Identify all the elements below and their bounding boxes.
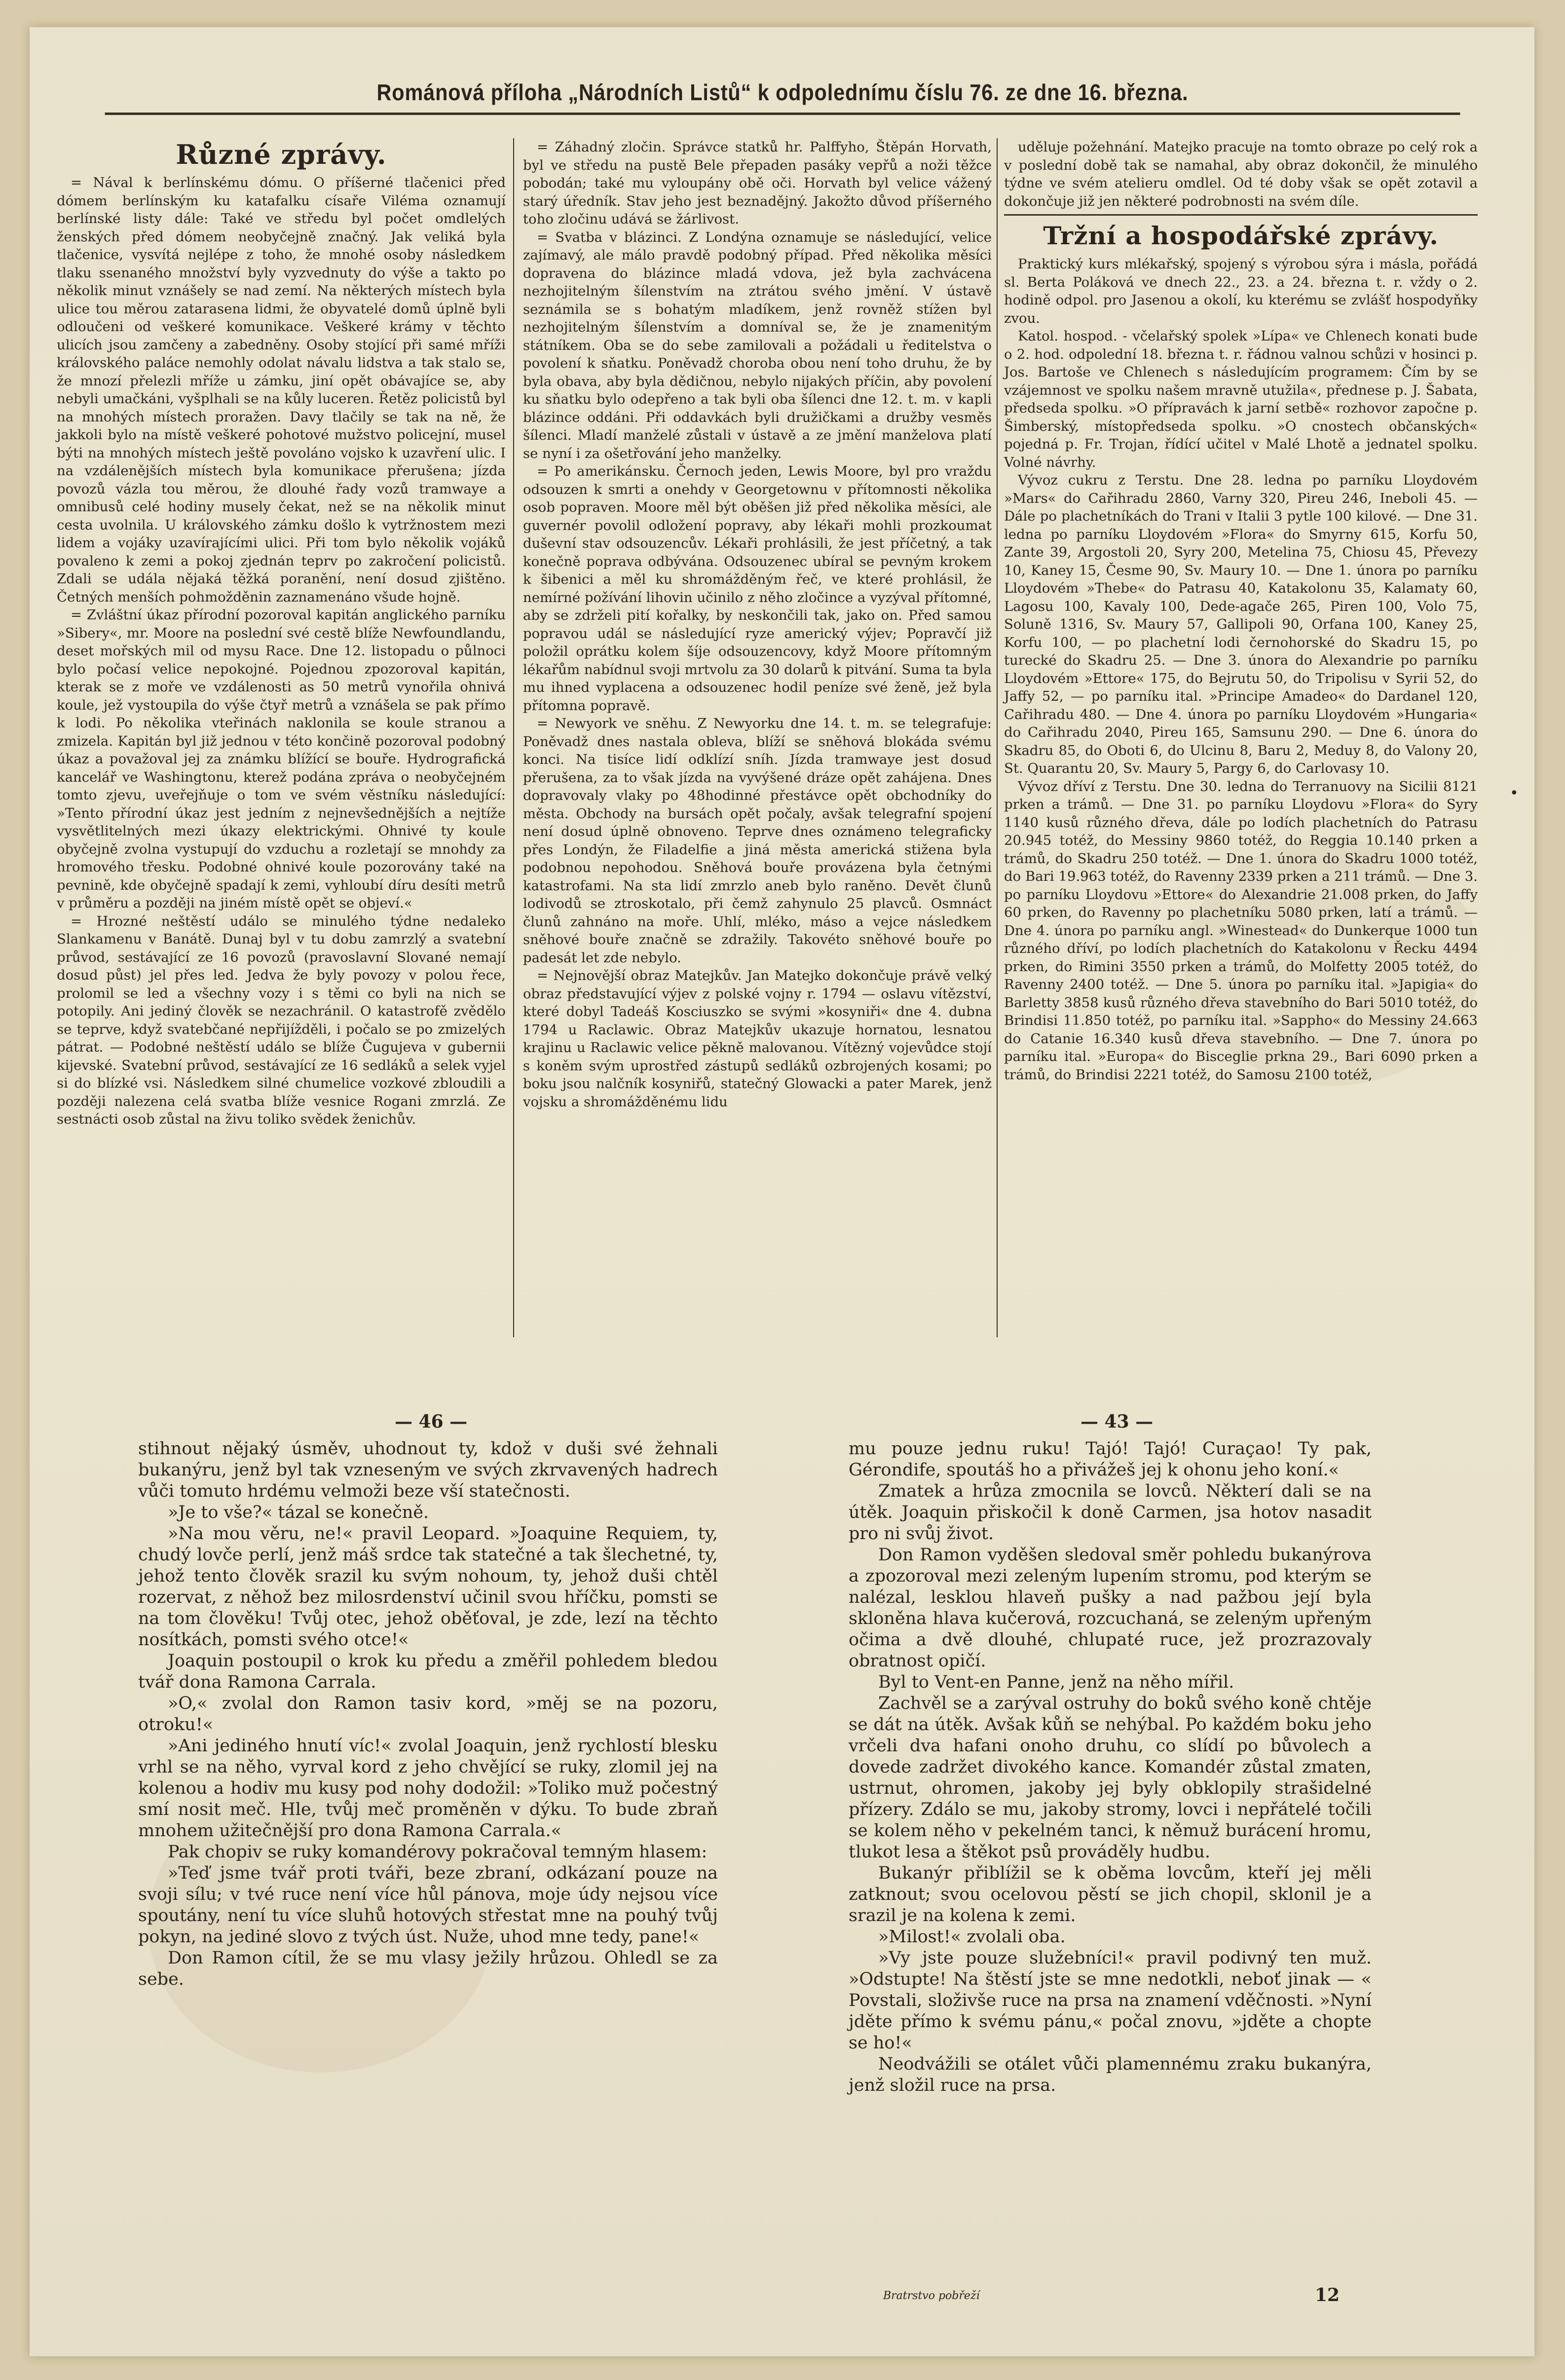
article: = Záhadný zločin. Správce statků hr. Palffyho, Štěpán Horvath, byl ve středu na pustě Bele přepaden pasáky vepřů a noži těžce pobodán; také mu vyloupány obě oči. Horvath byl velice vážený starý úředník. Stav jeho jest beznadějný. Jakožto důvod příšerného toho zločinu udává se žárlivost. (523, 139, 992, 227)
page-number-left: — 46 — (395, 1411, 468, 1432)
novel-page-right (849, 1438, 1372, 2096)
paragraph: Don Ramon vyděšen sledoval směr pohledu bukanýrova a zpozoroval mezi zeleným lupením stromu, pod kterým se nalézal, lesklou hlaveň pušky a nad pažbou její byla skloněna hlava kučerová, rozcuchaná, se zeleným upřeným očima a dvě dlouhé, chlupaté ruce, jež prozrazovaly obratnost opičí. (849, 1545, 1372, 1671)
column-rule (513, 138, 514, 1337)
article: = Newyork ve sněhu. Z Newyorku dne 14. t. m. se telegrafuje: Poněvadž dnes nastala obleva, blíží se sněhová blokáda svému konci. Na tisíce lidí odklízí sníh. Jízda tramwaye jest dosud přerušena, za to však jízda na vyvýšené dráze opět zahájena. Dnes dopravovaly vlaky po 48hodinné přestávce opět obchodníky do města. Obchody na bursách opět počaly, avšak telegrafní spojení není dosud úplně obnoveno. Teprve dnes oznámeno telegraficky přes Londýn, že Filadelfie a jiná města americká stižena byla podobnou nepohodou. Sněhová bouře provázena byla četnými katastrofami. Na sta lidí zmrzlo aneb bylo raněno. Devět člunů lodivodů se ztroskotalo, při čemž zahynulo 25 plavců. Osmnáct člunů zahnáno na moře. Uhlí, mléko, máso a vejce následkem sněhové bouře značně se zdražily. Takovéto sněhové bouře po padesát let zde nebylo. (523, 716, 992, 966)
paragraph: »Je to vše?« tázal se konečně. (168, 1503, 429, 1522)
paragraph: Zachvěl se a zarýval ostruhy do boků svého koně chtěje se dát na útěk. Avšak kůň se nehýbal. Po každém boku jeho vrčeli dva hafani onoho druhu, co slídí po bůvolech a dovede zadržet divokého kance. Komandér zůstal zmaten, ustrnut, ohromen, jakoby jej byly obklopily strašidelné přízery. Zdálo se mu, jakoby stromy, lovci i nepřátelé točili se kolem něho v pekelném tanci, k němuž burácení hromu, tlukot lesa a štěkot psů prováděly hudbu. (849, 1694, 1372, 1862)
article: = Nával k berlínskému dómu. O příšerné tlačenici před dómem berlínským ku katafalku císaře Viléma oznamují berlínské listy dále: Také ve středu byl počet omdlelých ženských před dómem neobyčejně značný. Jak veliká byla tlačenice, vysvítá nejlépe z toho, že mnohé osoby následkem tlaku ssenaného množství byly vyzvednuty do výše a takto po několik minut vznášely se nad zemí. Na některých místech byla ulice tou měrou zatarasena lidmi, že obyvatelé domů úplně byli odloučeni od veškeré komunikace. Veškeré krámy v těchto ulicích jsou zamčeny a zabedněny. Osoby stojící při samé mříži královského paláce nemohly odolat návalu lidstva a tak stalo se, že mnozí přelezli mříže u zámku, jiní opět obávajíce se, aby nebyli umačkáni, vyšplhali se na kůly luceren. Řetěz policistů byl na mnohých místech proražen. Davy tlačily se tak na ně, že jakkoli bylo na místě veškeré pohotové mužstvo policejní, musel býti na mnohých místech ještě povoláno vojsko k uzavření ulic. I na vzdálenějších místech byla komunikace přerušena; jízda povozů vázla tou měrou, že dlouhé řady vozů tramwaye a omnibusů celé hodiny musely čekat, než se na několik minut cesta uvolnila. U královského zámku došlo k vytržnostem mezi lidem a vojáky uzavírajícími ulici. Při tom bylo několik vojáků povaleno k zemi a pokoj zjednán teprv po zakročení policistů. Zdali se udála nějaká těžká poranění, není dosud zjištěno. Četných menších pohmožděnin zaznamenáno všude hojně. (57, 175, 506, 605)
paragraph: mu pouze jednu ruku! Tajó! Tajó! Curaçao! Ty pak, Gérondife, spoutáš ho a přivážeš jej k ohonu jeho koní.« (849, 1439, 1372, 1480)
paragraph: »Milost!« zvolali oba. (878, 1927, 1066, 1947)
paragraph: Neodvážili se otálet vůči plamennému zraku bukanýra, jenž složil ruce na prsa. (849, 2054, 1372, 2095)
paragraph: »Ani jediného hnutí víc!« zvolal Joaquin, jenž rychlostí blesku vrhl se na něho, vyrval kord z jeho chvějící se ruky, zlomil jej na kolenou a hodiv mu kusy pod nohy dodožil: »Toliko muž počestný smí nosit meč. Hle, tvůj meč proměněn v dýku. To bude zbraň mnohem užitečnější pro dona Ramona Carrala.« (138, 1736, 718, 1841)
article: Katol. hospod. - včelařský spolek »Lípa« ve Chlenech konati bude o 2. hod. odpolední 18. března t. r. řádnou valnou schůzi v hosinci p. Jos. Bartoše ve Chlenech s následujícím programem: Čím by se vzájemnost ve spolku našem mravně utužila«, přednese p. J. Šabata, předseda spolku. »O přípravách k jarní setbě« rozhovor započne p. Šimberský, místopředseda spolku. »O cnostech občanských« pojedná p. Fr. Trojan, řídící učitel v Malé Lhotě a jednatel spolku. Volné návrhy. (1004, 328, 1478, 470)
signature-mark: Bratrstvo pobřeží (883, 2290, 980, 2302)
page-header: Románová příloha „Národních Listů“ k odpolednímu číslu 76. ze dne 16. března. (105, 79, 1460, 115)
article-continuation: uděluje požehnání. Matejko pracuje na tomto obraze po celý rok a v poslední době tak se namahal, aby obraz dokončil, že minulého týdne ve svém atelieru omdlel. Od té doby však se opět zotavil a dokončuje již jen některé podrobnosti na svém díle. (1004, 139, 1478, 209)
article: = Nejnovější obraz Matejkův. Jan Matejko dokončuje právě velký obraz představující výjev z polské vojny r. 1794 — oslavu vítězství, které dobyl Tadeáš Kosciuszko se svými »kosyniři« dne 4. dubna 1794 u Raclawic. Obraz Matejkův ukazuje hornatou, lesnatou krajinu u Raclawic velice pěkně malovanou. Vítězný vojevůdce stojí s koněm svým uprostřed zástupů sedláků ozbrojených kosami; po boku jsou nalčník kosyniřů, statečný Glowacki a pater Marek, jenž vojsku a shromážděnému lidu (523, 968, 992, 1110)
page-number-right: — 43 — (1081, 1411, 1154, 1432)
section-title: Tržní a hospodářské zprávy. (1004, 214, 1478, 252)
column-3 (1004, 138, 1478, 1084)
section-title: Různé zprávy. (176, 139, 387, 170)
paragraph: Bukanýr přiblížil se k oběma lovcům, kteří jej měli zatknout; svou ocelovou pěstí se jich chopil, sklonil je a srazil je na kolena k zemi. (849, 1863, 1372, 1926)
column-2 (523, 138, 992, 1111)
article: Vývoz cukru z Terstu. Dne 28. ledna po parníku Lloydovém »Mars« do Cařihradu 2860, Varny 320, Pireu 246, Ineboli 45. — Dále po plachetníkách do Trani v Italii 3 pytle 100 kilové. — Dne 31. ledna po parníku Lloydovém »Flora« do Smyrny 615, Korfu 50, Zante 39, Argostoli 20, Syry 200, Metelina 75, Chiosu 45, Převezy 10, Kaney 15, Česme 90, Sv. Maury 10. — Dne 1. února po parníku Lloydovém »Thebe« do Patrasu 40, Katakolonu 35, Kalamaty 60, Lagosu 100, Kavaly 100, Dede-agače 265, Piren 100, Volo 75, Soluně 1316, Sv. Maury 57, Gallipoli 90, Orfana 100, Kaney 25, Korfu 100, — po plachetní lodi černohorské do Skadru 15, po turecké do Skadru 25. — Dne 3. února do Alexandrie po parníku Lloydovém »Ettore« 175, do Bejrutu 50, do Tripolisu v Syrii 52, do Jaffy 52, — po parníku ital. »Principe Amadeo« do Dardanel 120, Cařihradu 480. — Dne 4. února po parníku Lloydovém »Hungaria« do Cařihradu 2040, Pireu 165, Samsunu 290. — Dne 6. února do Skadru 85, do Oboti 6, do Ulcinu 8, Baru 2, Meduy 8, do Valony 20, St. Quarantu 20, Sv. Maury 5, Pargy 6, do Carlovasy 10. (1004, 472, 1478, 776)
article: = Po amerikánsku. Černoch jeden, Lewis Moore, byl pro vraždu odsouzen k smrti a onehdy v Georgetownu v přítomnosti několika osob popraven. Moore měl být oběšen již před několika měsíci, ale guvernér povolil odložení popravy, aby lékaři mohli prozkoumat duševní stav odsouzencův. Lékaři prohlásili, že jest příčetný, a tak konečně poprava odbývána. Odsouzenec ubíral se pevným krokem k šibenici a měl ku shromážděným řeč, ve které prohlásil, že nemírné požívání lihovin učinilo z něho zločince a vyzýval přítomné, aby se zdrželi pití kořalky, by neskončili tak, jako on. Před samou popravou udál se následující ryze americký výjev; Popravčí již položil oprátku kolem šíje odsouzencovy, když Moore přítomným lékařům nabídnul svoji mrtvolu za 30 dolarů k pitvání. Suma ta byla mu ihned vyplacena a odsouzenec hodil peníze své ženě, jež byla přítomna popravě. (523, 463, 992, 714)
article: = Zvláštní úkaz přírodní pozoroval kapitán anglického parníku »Sibery«, mr. Moore na poslední své cestě blíže Newfoundlandu, deset mořských mil od mysu Race. Dne 12. listopadu o půlnoci bylo počasí velice nepokojné. Pojednou zpozoroval kapitán, kterak se z moře ve vzdálenosti as 50 metrů vynořila ohnivá koule, jež vystoupila do výše čtyř metrů a vznášela se pak přímo k lodi. Po několika vteřinách naklonila se koule stranou a zmizela. Kapitán byl již jednou v této končině pozoroval podobný úkaz a považoval jej za známku blížící se bouře. Hydrografická kancelář ve Washingtonu, kterež podána zpráva o neobyčejném tomto zjevu, uveřejňuje o tom ve svém věstníku následující: »Tento přírodní úkaz jest jedním z nejnevšednějších a nejtíže vysvětlitelných mezi úkazy elektrickými. Ohnivé ty koule obyčejně zvolna vystupují do vzduchu a rozletají se mnohdy za hromového třesku. Podobné ohnivé koule pozorovány také na pevnině, kde obyčejně spadají k zemi, vyhloubí díru desíti metrů v průměru a později na jiném místě opět se objeví.« (57, 607, 506, 911)
article: = Svatba v blázinci. Z Londýna oznamuje se následující, velice zajímavý, ale málo pravdě podobný případ. Před několika měsíci dopravena do blázince mladá vdova, jež byla zachvácena nezhojitelným šílenstvím na ztrátou svého jmění. V ústavě seznámila se s bohatým mladíkem, jenž rovněž stížen byl nezhojitelným šílenstvím a domníval se, že je znamenitým státníkem. Oba se do sebe zamilovali a požádali u ředitelstva o povolení k sňatku. Poněvadž choroba obou není toho druhu, že by byla obava, aby byla dědičnou, nebylo nijakých příčin, aby povolení ku sňatku bylo odepřeno a tak byli oba šílenci dne 12. t. m. v kapli blázince oddáni. Při oddavkách byli družičkami a družby vesměs šílenci. Mladí manželé zůstali v ústavě a ze jmění manželova platí se nyní i za ošetřování jeho manželky. (523, 229, 992, 461)
paragraph: »O,« zvolal don Ramon tasiv kord, »měj se na pozoru, otroku!« (138, 1694, 718, 1735)
paragraph: Don Ramon cítil, že se mu vlasy ježily hrůzou. Ohledl se za sebe. (138, 1948, 718, 1989)
paragraph: stihnout nějaký úsměv, uhodnout ty, kdož v duši své žehnali bukanýru, jenž byl tak vzneseným ve svých zkrvavených hadrech vůči tomuto hrdému velmoži beze vší statečnosti. (138, 1439, 718, 1501)
paragraph: Zmatek a hrůza zmocnila se lovců. Některí dali se na útěk. Joaquin přiskočil k doně Carmen, jsa hotov nasadit pro ni svůj život. (849, 1481, 1372, 1544)
paragraph: »Vy jste pouze služebníci!« pravil podivný ten muž. »Odstupte! Na štěstí jste se mne nedotkli, neboť jinak — « Povstali, složivše ruce na prsa na znamení vděčnosti. »Nyní jděte přímo k svému pánu,« počal znovu, »jděte a chopte se ho!« (849, 1948, 1372, 2053)
novel-page-left (138, 1438, 718, 1990)
article: Vývoz dříví z Terstu. Dne 30. ledna do Terranuovy na Sicilii 8121 prken a trámů. — Dne 31. po parníku Lloydovu »Flora« do Syry 1140 kusů různého dřeva, dále po lodích plachetních do Patrasu 20.945 totéž, do Messiny 9860 totéž, do Reggia 10.140 prken a trámů, do Skadru 250 totéž. — Dne 1. února do Skadru 1000 totéž, do Bari 19.963 totéž, do Ravenny 2339 prken a 211 trámů. — Dne 3. po parníku Lloydovu »Ettore« do Alexandrie 21.008 prken, do Jaffy 60 prken, do Ravenny po plachetníku 5080 prken, latí a trámů. — Dne 4. února po parníku angl. »Winestead« do Dunkerque 1000 tun různého dříví, po lodích plachetních do Katakolonu v Řecku 4494 prken, do Rimini 3550 prken a trámů, do Molfetty 2005 totéž, do Ravenny 2400 totéž. — Dne 5. února po parníku ital. »Japigia« do Barletty 3858 kusů různého dřeva stavebního do Bari 5010 totéž, do Brindisi 11.850 totéž, po parníku ital. »Sappho« do Messiny 24.663 do Catanie 16.340 kusů dřeva stavebního. — Dne 7. února po parníku ital. »Europa« do Bisceglie prkna 29., Bari 6090 prken a trámů, do Brindisi 2221 totéž, do Samosu 2100 totéž, (1004, 778, 1478, 1083)
sheet-number: 12 (1315, 2285, 1340, 2305)
paragraph: Byl to Vent-en Panne, jenž na něho mířil. (878, 1672, 1234, 1692)
column-1 (57, 138, 506, 1129)
paragraph: »Teď jsme tvář proti tváři, beze zbraní, odkázaní pouze na svoji sílu; v tvé ruce není více hůl pánova, moje údy nejsou více spoutány, není tu více sluhů hotových střestat mne na pouhý tvůj pokyn, na jediné slovo z tvých úst. Nuže, uhod mne tedy, pane!« (138, 1863, 718, 1947)
article: Praktický kurs mlékařský, spojený s výrobou sýra i másla, pořádá sl. Berta Poláková ve dnech 22., 23. a 24. března t. r. vždy o 2. hodině odpol. pro Jasenou a okolí, ku kterému se zvlášť hospodyňky zvou. (1004, 256, 1478, 326)
paragraph: »Na mou věru, ne!« pravil Leopard. »Joaquine Requiem, ty, chudý lovče perlí, jenž máš srdce tak statečné a tak šlechetné, ty, jehož tento člověk srazil ku svým nohoum, ty, jehož duši chtěl rozervat, z něhož bez milosrdenství učinil svou hříčku, pomsti se na tom člověku! Tvůj otec, jehož oběťoval, je zde, lezí na těchto nosítkách, pomsti svého otce!« (138, 1524, 718, 1650)
column-rule (997, 138, 998, 1337)
paragraph: Pak chopiv se ruky komandérovy pokračoval temným hlasem: (168, 1842, 708, 1862)
paragraph: Joaquin postoupil o krok ku předu a změřil pohledem bledou tvář dona Ramona Carrala. (138, 1651, 718, 1692)
fold-mark: • (1510, 785, 1519, 802)
article: = Hrozné neštěstí událo se minulého týdne nedaleko Slankamenu v Banátě. Dunaj byl v tu dobu zamrzlý a svatební průvod, sestávající ze 16 povozů (pravoslavní Slované nemají dosud půst) jel přes led. Jedva že byly povozy v polou řece, prolomil se led a všechny vozy i s těmi co byli na nich se potopily. Ani jediný člověk se nezachránil. O katastrofě zvědělo se teprve, když svatebčané nepřijížděli, i počalo se po zmizelých pátrat. — Podobné neštěstí událo se blíže Čugujeva v gubernii kijevské. Svatební průvod, sestávající ze 16 sedláků a selek vyjel si do blízké vsi. Následkem silné chumelice vozkové zbloudili a později nalezena celá svatba blíže vesnice Rogani zmrzlá. Ze sestnácti osob zůstal na živu toliko svědek ženichův. (57, 913, 506, 1127)
